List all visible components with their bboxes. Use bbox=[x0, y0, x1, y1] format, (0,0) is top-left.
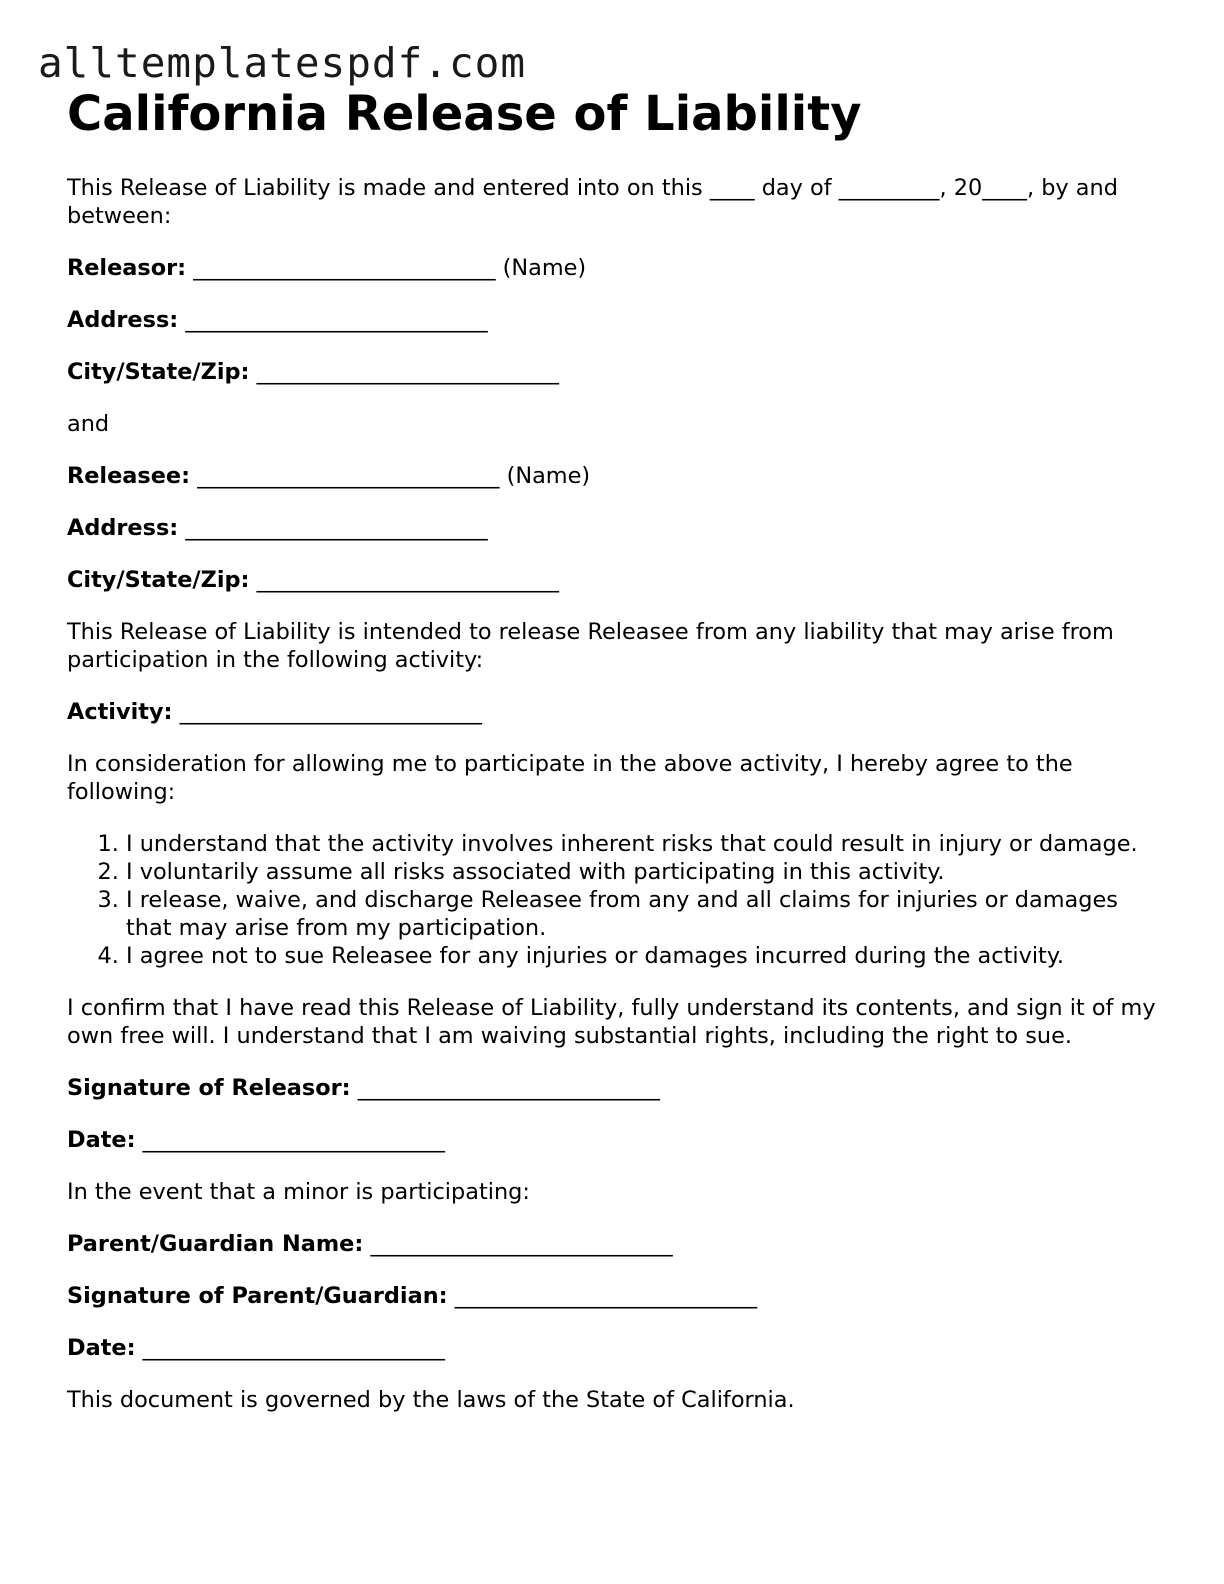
guardian-date-label: Date: bbox=[67, 1335, 136, 1361]
releasor-date-field[interactable] bbox=[67, 1126, 1157, 1154]
releasor-signature-field[interactable] bbox=[67, 1074, 1157, 1102]
document-body bbox=[67, 84, 1157, 1414]
list-item: 4. I agree not to sue Releasee for any injuries or damages incurred during the activity. bbox=[126, 942, 1157, 970]
releasee-city-field[interactable] bbox=[67, 566, 1157, 594]
releasor-address-label: Address: bbox=[67, 307, 179, 333]
guardian-name-blank[interactable]: ___________________________ bbox=[370, 1231, 673, 1257]
confirmation-paragraph: I confirm that I have read this Release of Liability, fully understand its contents, and sign it of my own free will. I understand that I am waiving substantial rights, including the right to sue. bbox=[67, 995, 1156, 1049]
minor-intro: In the event that a minor is participating: bbox=[67, 1179, 530, 1205]
releasor-date-blank[interactable]: ___________________________ bbox=[142, 1127, 445, 1153]
releasee-name-field[interactable] bbox=[67, 462, 1157, 490]
guardian-name-field[interactable] bbox=[67, 1230, 1157, 1258]
guardian-date-field[interactable] bbox=[67, 1334, 1157, 1362]
guardian-signature-label: Signature of Parent/Guardian: bbox=[67, 1283, 448, 1309]
releasor-signature-label: Signature of Releasor: bbox=[67, 1075, 351, 1101]
releasor-name-suffix: (Name) bbox=[502, 255, 587, 281]
releasor-name-field[interactable] bbox=[67, 254, 1157, 282]
releasee-name-label: Releasee: bbox=[67, 463, 191, 489]
releasor-name-blank[interactable]: ___________________________ bbox=[193, 255, 496, 281]
purpose-paragraph: This Release of Liability is intended to release Releasee from any liability that may arise from participation in the following activity: bbox=[67, 619, 1114, 673]
releasor-city-label: City/State/Zip: bbox=[67, 359, 250, 385]
releasee-name-suffix: (Name) bbox=[506, 463, 591, 489]
guardian-signature-blank[interactable]: ___________________________ bbox=[454, 1283, 758, 1309]
activity-field[interactable] bbox=[67, 698, 1157, 726]
terms-list bbox=[67, 830, 1157, 970]
activity-blank[interactable]: ___________________________ bbox=[179, 699, 482, 725]
releasee-city-blank[interactable]: ___________________________ bbox=[256, 567, 559, 593]
watermark: alltemplatespdf.com bbox=[38, 39, 526, 87]
guardian-name-label: Parent/Guardian Name: bbox=[67, 1231, 364, 1257]
governing-law: This document is governed by the laws of the State of California. bbox=[67, 1387, 795, 1413]
releasee-name-blank[interactable]: ___________________________ bbox=[197, 463, 500, 489]
list-item: 3. I release, waive, and discharge Releasee from any and all claims for injuries or damages that may arise from my participation. bbox=[126, 886, 1157, 942]
releasor-name-label: Releasor: bbox=[67, 255, 187, 281]
intro-paragraph: This Release of Liability is made and entered into on this ____ day of _________, 20____, by and between: bbox=[67, 175, 1118, 229]
and-text: and bbox=[67, 411, 110, 437]
guardian-date-blank[interactable]: ___________________________ bbox=[142, 1335, 445, 1361]
releasee-address-field[interactable] bbox=[67, 514, 1157, 542]
guardian-signature-field[interactable] bbox=[67, 1282, 1157, 1310]
list-item: 1. I understand that the activity involves inherent risks that could result in injury or damage. bbox=[126, 830, 1157, 858]
releasor-city-blank[interactable]: ___________________________ bbox=[256, 359, 559, 385]
activity-label: Activity: bbox=[67, 699, 173, 725]
releasee-address-label: Address: bbox=[67, 515, 179, 541]
list-item: 2. I voluntarily assume all risks associated with participating in this activity. bbox=[126, 858, 1157, 886]
page-title: California Release of Liability bbox=[67, 86, 862, 142]
releasor-date-label: Date: bbox=[67, 1127, 136, 1153]
releasee-city-label: City/State/Zip: bbox=[67, 567, 250, 593]
releasor-city-field[interactable] bbox=[67, 358, 1157, 386]
releasor-signature-blank[interactable]: ___________________________ bbox=[357, 1075, 660, 1101]
releasor-address-field[interactable] bbox=[67, 306, 1157, 334]
releasee-address-blank[interactable]: ___________________________ bbox=[185, 515, 488, 541]
releasor-address-blank[interactable]: ___________________________ bbox=[185, 307, 488, 333]
consideration-paragraph: In consideration for allowing me to participate in the above activity, I hereby agree to the following: bbox=[67, 751, 1073, 805]
